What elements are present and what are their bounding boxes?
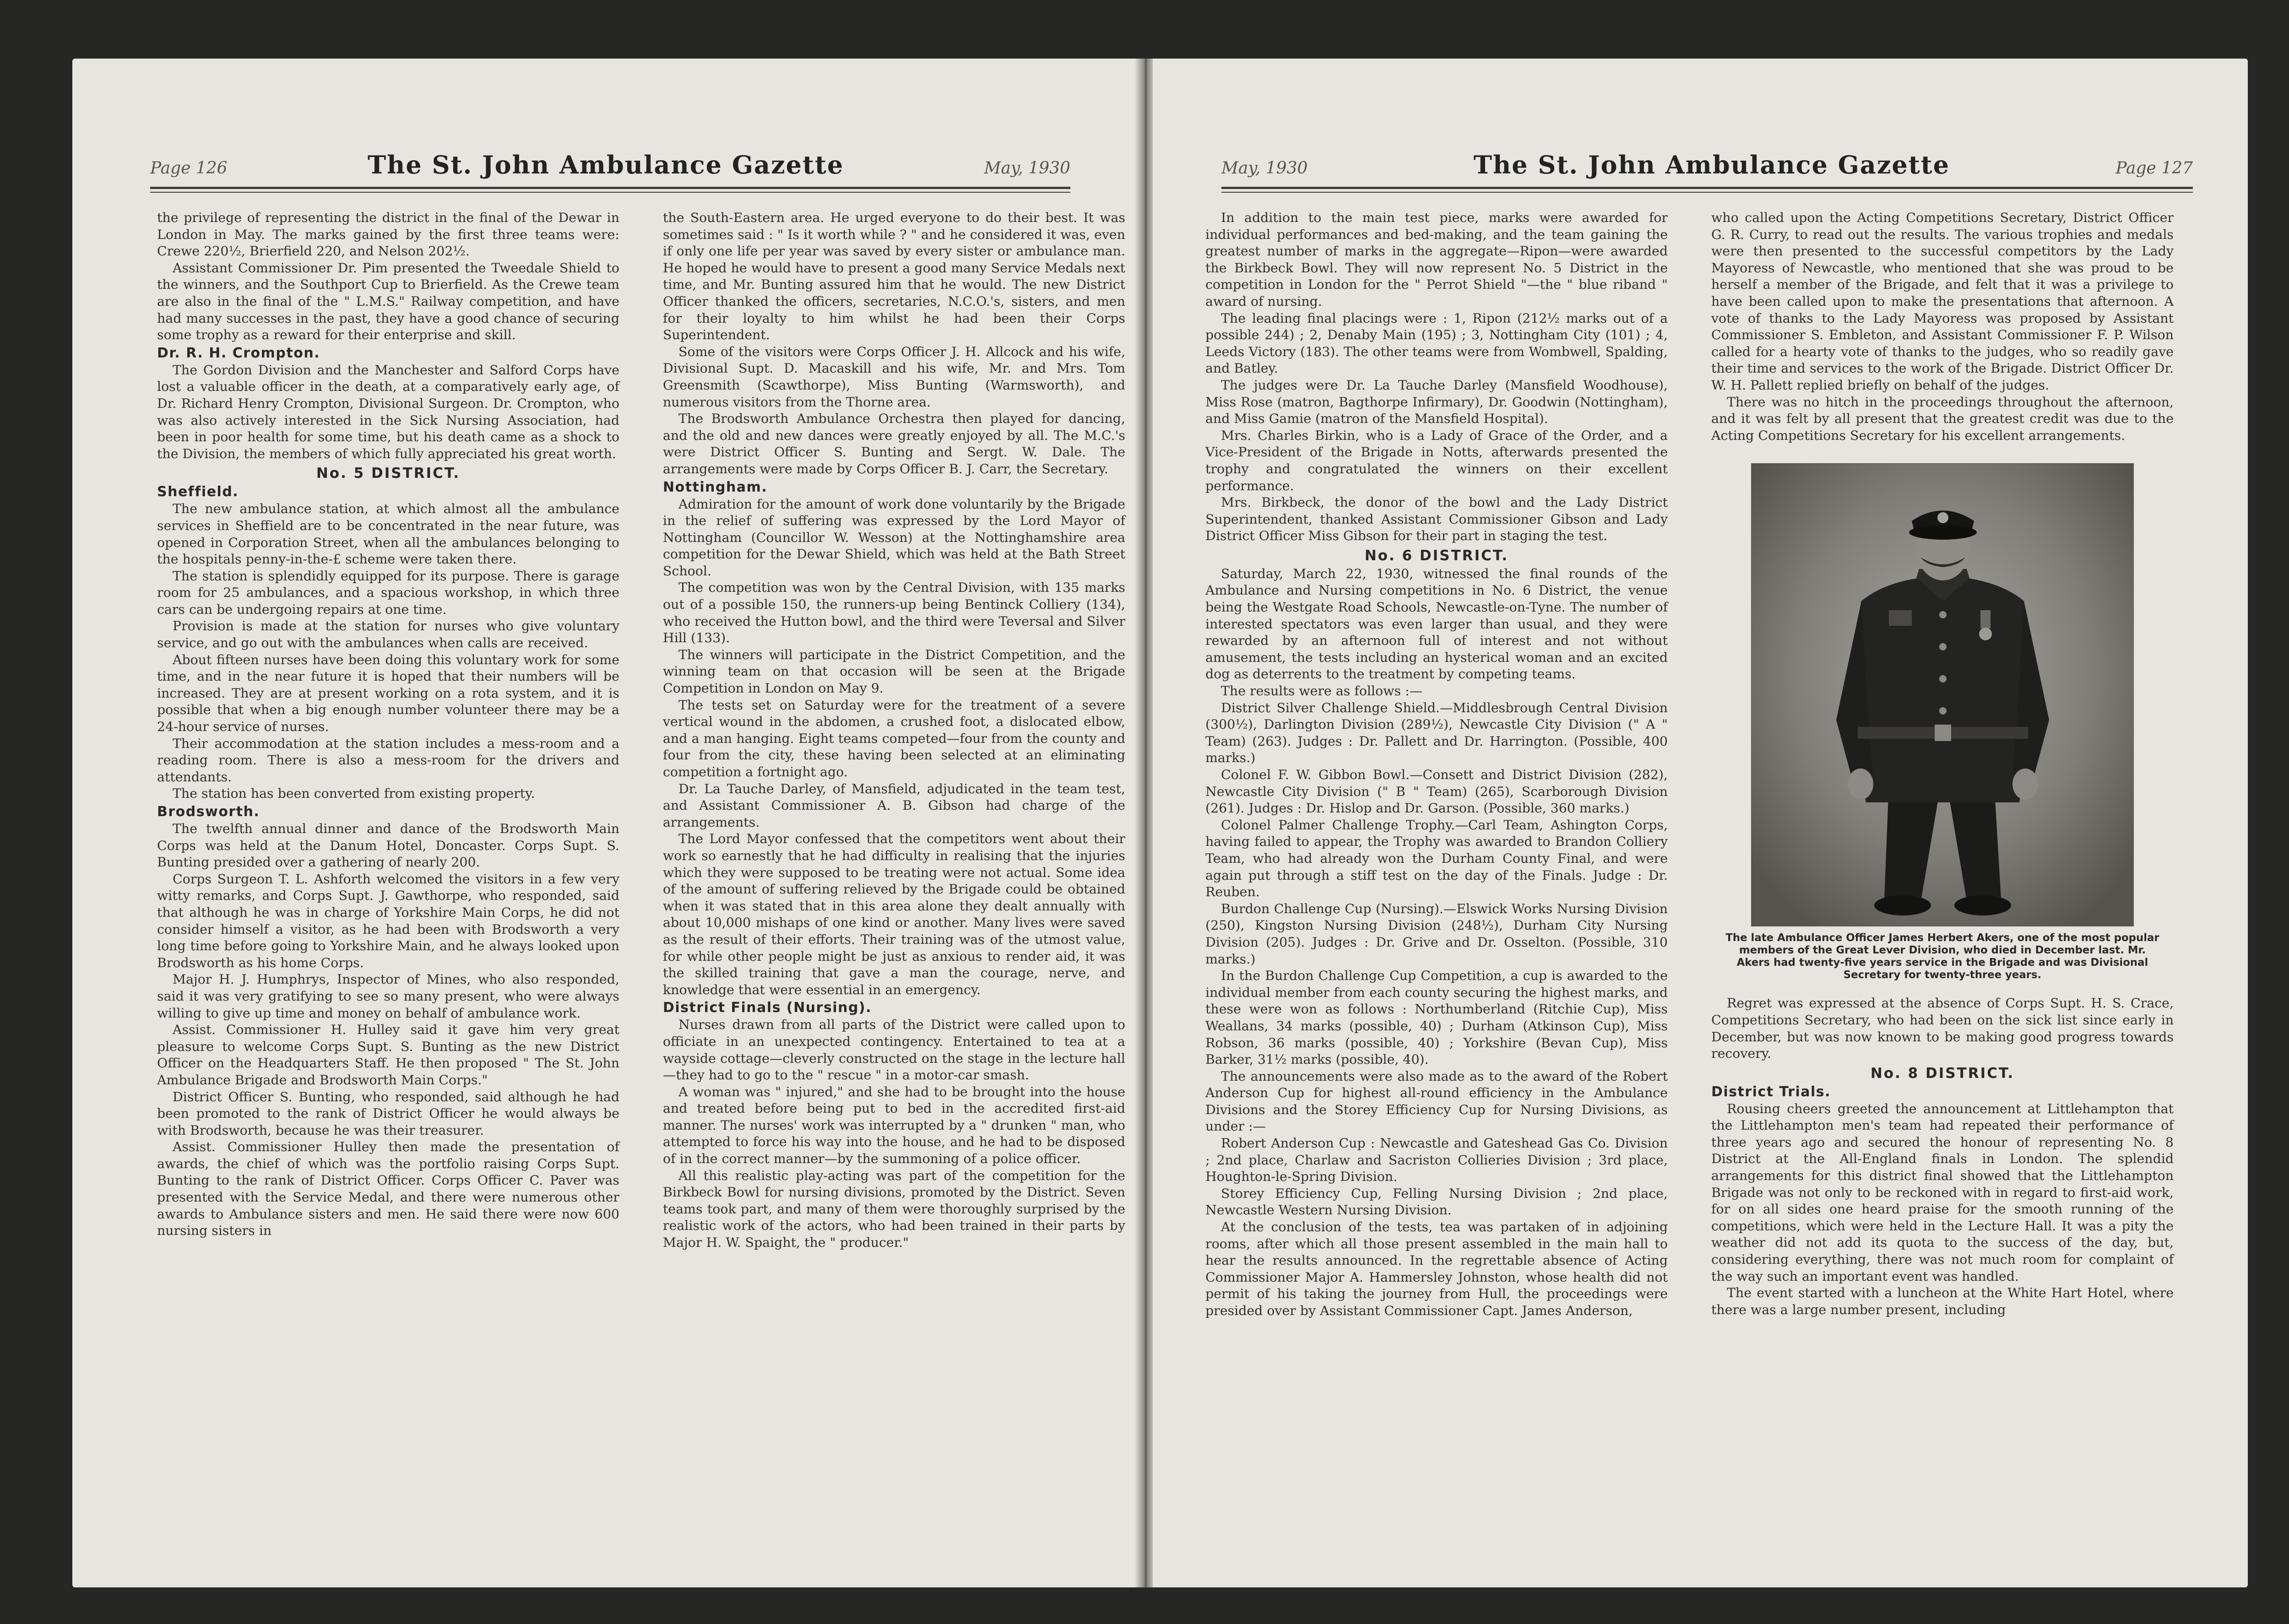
- paragraph: In the Burdon Challenge Cup Competition, a cup is awarded to the individual member from each county securing the highest marks, and these were won as follows : Northumberland (Ritchie Cup), Miss Weallans, 34 marks (possible, 40) ; Durham (Atkinson Cup), Miss Robson, 36 marks (possible, 40) ; Yorkshire (Bevan Cup), Miss Barker, 31½ marks (possible, 40).: [1205, 968, 1668, 1067]
- paragraph: Colonel Palmer Challenge Trophy.—Carl Team, Ashington Corps, having failed to appear, the Trophy was awarded to Brandon Colliery Team, who had already won the Durham County Final, and were again put through a stiff test on the day of the Finals. Judge : Dr. Reuben.: [1205, 817, 1668, 900]
- paragraph: Their accommodation at the station includes a mess-room and a reading room. There is also a mess-room for the drivers and attendants.: [157, 736, 619, 785]
- paragraph: The Lord Mayor confessed that the competitors went about their work so earnestly that he had difficulty in realising that the injuries which they were supposed to be treating were not actual. Some idea of the amount of suffering relieved by the Brigade could be obtained when it was stated that in this area alone they dealt annually with about 10,000 mishaps of one kind or another. Many lives were saved as the result of their efforts. Their training was of the utmost value, for while other people might be just as anxious to render aid, it was the skilled training that gave a man the courage, nerve, and knowledge that were essential in an emergency.: [663, 831, 1125, 997]
- paragraph: who called upon the Acting Competitions Secretary, District Officer G. R. Curry, to read out the results. The various trophies and medals were then presented to the successful competitors by the Lady Mayoress of Newcastle, who mentioned that she was proud to be herself a member of the Brigade, and felt that it was a privilege to have been called upon to make the presentations that afternoon. A vote of thanks to the Lady Mayoress was proposed by Assistant Commissioner S. Embleton, and Assistant Commissioner F. P. Wilson called for a hearty vote of thanks to the judges, who so readily gave their time and services to the work of the Brigade. District Officer Dr. W. H. Pallett replied briefly on behalf of the judges.: [1711, 210, 2174, 393]
- paragraph: The Gordon Division and the Manchester and Salford Corps have lost a valuable officer in the death, at a comparatively early age, of Dr. Richard Henry Crompton, Divisional Surgeon. Dr. Crompton, who was also actively interested in the Sick Nursing Association, had been in poor health for some time, but his death came as a shock to the Division, the members of which fully appreciated his great worth.: [157, 362, 619, 461]
- paragraph: Dr. La Tauche Darley, of Mansfield, adjudicated in the team test, and Assistant Commissioner A. B. Gibson had charge of the arrangements.: [663, 781, 1125, 830]
- paragraph: There was no hitch in the proceedings throughout the afternoon, and it was felt by all present that the greatest credit was due to the Acting Competitions Secretary for his excellent arrangements.: [1711, 394, 2174, 443]
- left-column-2: [663, 210, 1125, 1251]
- paragraph: The winners will participate in the District Competition, and the winning team on that occasion will be seen at the Brigade Competition in London on May 9.: [663, 647, 1125, 696]
- header-rule-thin: [1221, 192, 2193, 193]
- right-page-number: Page 127: [2115, 159, 2193, 178]
- paragraph: The announcements were also made as to the award of the Robert Anderson Cup for highest all-round efficiency in the Ambulance Divisions and the Storey Efficiency Cup for Nursing Divisions, as under :—: [1205, 1068, 1668, 1134]
- district-heading: No. 8 DISTRICT.: [1870, 1065, 2015, 1082]
- section-heading: Nottingham.: [663, 479, 768, 495]
- portrait-photo: [1751, 463, 2134, 926]
- right-column-1: [1205, 210, 1668, 1320]
- paragraph: The leading final placings were : 1, Ripon (212½ marks out of a possible 244) ; 2, Denaby Main (195) ; 3, Nottingham City (101) ; 4, Leeds Victory (183). The other teams were from Wombwell, Spalding, and Batley.: [1205, 310, 1668, 376]
- header-rule-thin: [150, 192, 1070, 193]
- paragraph: Rousing cheers greeted the announcement at Littlehampton that the Littlehampton men's team had repeated their performance of three years ago and secured the honour of representing No. 8 District at the All-England finals in London. The splendid arrangements for this district final showed that the Littlehampton Brigade was not only to be reckoned with in regard to first-aid work, for on all sides one heard praise for the smooth running of the competitions, which were held in the Lecture Hall. It was a pity the weather did not add its quota to the success of the day, but, considering everything, there was not much room for complaint of the way such an important event was handled.: [1711, 1101, 2174, 1284]
- section-heading: District Finals (Nursing).: [663, 1000, 872, 1016]
- paragraph: Mrs. Charles Birkin, who is a Lady of Grace of the Order, and a Vice-President of the Brigade in Notts, afterwards presented the trophy and congratulated the winners on their excellent performance.: [1205, 428, 1668, 493]
- district-heading: No. 5 DISTRICT.: [316, 465, 461, 482]
- left-page-number: Page 126: [150, 159, 228, 178]
- paragraph: At the conclusion of the tests, tea was partaken of in adjoining rooms, after which all those present assembled in the main hall to hear the results announced. In the regrettable absence of Acting Commissioner Major A. Hammersley Johnston, whose health did not permit of his taking the journey from Hull, the proceedings were presided over by Assistant Commissioner Capt. James Anderson,: [1205, 1219, 1668, 1318]
- paragraph: Provision is made at the station for nurses who give voluntary service, and go out with the ambulances when calls are received.: [157, 618, 619, 651]
- paragraph: Colonel F. W. Gibbon Bowl.—Consett and District Division (282), Newcastle City Division (" B " Team) (265), Scarborough Division (261). Judges : Dr. Hislop and Dr. Garson. (Possible, 360 marks.): [1205, 767, 1668, 816]
- paragraph: the privilege of representing the district in the final of the Dewar in London in May. The marks gained by the first three teams were: Crewe 220½, Brierfield 220, and Nelson 202½.: [157, 210, 619, 259]
- left-column-1: [157, 210, 619, 1240]
- paragraph: Some of the visitors were Corps Officer J. H. Allcock and his wife, Divisional Supt. D. Macaskill and his wife, Mr. and Mrs. Tom Greensmith (Scawthorpe), Miss Bunting (Warmsworth), and numerous visitors from the Thorne area.: [663, 344, 1125, 410]
- paragraph: The station has been converted from existing property.: [173, 786, 535, 801]
- district-heading: No. 6 DISTRICT.: [1364, 547, 1509, 564]
- paragraph: A woman was " injured," and she had to be brought into the house and treated before being put to bed in the accredited first-aid manner. The nurses' work was interrupted by a " drunken " man, who attempted to force his way into the house, and he had to be disposed of in the correct manner—by the summoning of a police officer.: [663, 1084, 1125, 1167]
- left-date: May, 1930: [984, 159, 1070, 178]
- paragraph: Major H. J. Humphrys, Inspector of Mines, who also responded, said it was very gratifying to see so many present, who were always willing to give up time and money on behalf of ambulance work.: [157, 972, 619, 1021]
- paragraph: the South-Eastern area. He urged everyone to do their best. It was sometimes said : " Is it worth while ? " and he considered it was, even if only one life per year was saved by every sister or ambulance man. He hoped he would have to present a good many Service Medals next time, and Mr. Bunting assured him that he would. The new District Officer thanked the officers, secretaries, N.C.O.'s, sisters, and men for their loyalty to him whilst he had been their Corps Superintendent.: [663, 210, 1125, 343]
- paragraph: The Brodsworth Ambulance Orchestra then played for dancing, and the old and new dances were greatly enjoyed by all. The M.C.'s were District Officer S. Bunting and Sergt. W. Dale. The arrangements were made by Corps Officer B. J. Carr, the Secretary.: [663, 411, 1125, 476]
- section-heading: Brodsworth.: [157, 804, 260, 820]
- header-rule-thick: [150, 187, 1070, 189]
- paragraph: About fifteen nurses have been doing this voluntary work for some time, and in the near future it is hoped that their numbers will be increased. They are at present working on a rota system, and it is possible that when a big enough number volunteer there may be a 24-hour service of nurses.: [157, 652, 619, 735]
- section-heading: Dr. R. H. Crompton.: [157, 345, 320, 361]
- paragraph: Nurses drawn from all parts of the District were called upon to officiate in an unexpected contingency. Entertained to tea at a wayside cottage—cleverly constructed on the stage in the lecture hall—they had to go to the " rescue " in a motor-car smash.: [663, 1017, 1125, 1083]
- paragraph: Corps Surgeon T. L. Ashforth welcomed the visitors in a few very witty remarks, and Corps Supt. J. Gawthorpe, who responded, said that although he was in charge of Yorkshire Main Corps, he did not consider himself a visitor, as he had been with Brodsworth a very long time before going to Yorkshire Main, and he always looked upon Brodsworth as his home Corps.: [157, 871, 619, 970]
- section-heading: District Trials.: [1711, 1083, 1831, 1100]
- right-date: May, 1930: [1221, 159, 1308, 178]
- paragraph: In addition to the main test piece, marks were awarded for individual performances and bed-making, and the team gaining the greatest number of marks in the aggregate—Ripon—were awarded the Birkbeck Bowl. They will now represent No. 5 District in the competition in London for the " Perrot Shield "—the " blue riband " award of nursing.: [1205, 210, 1668, 309]
- uniformed-officer-portrait: [1752, 464, 2133, 926]
- photo-caption: The late Ambulance Officer James Herbert Akers, one of the most popular members of the Great Lever Division, who died in December last. Mr. Akers had twenty-five years service in the Brigade and was Divisional Secretary for twenty-three years.: [1725, 932, 2159, 981]
- paragraph: The twelfth annual dinner and dance of the Brodsworth Main Corps was held at the Danum Hotel, Doncaster. Corps Supt. S. Bunting presided over a gathering of nearly 200.: [157, 821, 619, 870]
- left-page: [72, 59, 1139, 1587]
- right-page-header: [1221, 150, 2193, 182]
- paragraph: Robert Anderson Cup : Newcastle and Gateshead Gas Co. Division ; 2nd place, Charlaw and Sacriston Collieries Division ; 3rd place, Houghton-le-Spring Division.: [1205, 1136, 1668, 1185]
- paragraph: The tests set on Saturday were for the treatment of a severe vertical wound in the abdomen, a crushed foot, a dislocated elbow, and a man hanging. Eight teams competed—four from the county and four from the city, these having been selected at an eliminating competition a fortnight ago.: [663, 697, 1125, 780]
- paragraph: Assistant Commissioner Dr. Pim presented the Tweedale Shield to the winners, and the Southport Cup to Brierfield. As the Crewe team are also in the final of the " L.M.S." Railway competition, and have had many successes in the past, they have a good chance of securing some trophy as a reward for their enterprise and skill.: [157, 260, 619, 343]
- paragraph: The event started with a luncheon at the White Hart Hotel, where there was a large number present, including: [1711, 1285, 2174, 1317]
- paragraph: Assist. Commissioner Hulley then made the presentation of awards, the chief of which was the portfolio raising Corps Supt. Bunting to the rank of District Officer. Corps Officer C. Paver was presented with the Service Medal, and there were numerous other awards to Ambulance sisters and men. He said there were now 600 nursing sisters in: [157, 1139, 619, 1239]
- gazette-title-right: The St. John Ambulance Gazette: [1473, 150, 1950, 179]
- paragraph: All this realistic play-acting was part of the competition for the Birkbeck Bowl for nursing divisions, promoted by the District. Seven teams took part, and many of them were thoroughly surprised by the realistic work of the actors, who had been trained in their parts by Major H. W. Spaight, the " producer.": [663, 1168, 1125, 1250]
- right-column-2: [1711, 210, 2174, 1318]
- paragraph: The competition was won by the Central Division, with 135 marks out of a possible 150, the runners-up being Bentinck Colliery (134), who received the Hutton bowl, and the third were Teversal and Silver Hill (133).: [663, 580, 1125, 646]
- right-page: [1153, 59, 2248, 1587]
- paragraph: Saturday, March 22, 1930, witnessed the final rounds of the Ambulance and Nursing competitions in No. 6 District, the venue being the Westgate Road Schools, Newcastle-on-Tyne. The number of interested spectators was even larger than usual, and they were rewarded by an afternoon full of interest and not without amusement, the tests including an hysterical woman and an excited dog as deterrents to the treatment by competing teams.: [1205, 566, 1668, 682]
- paragraph: Storey Efficiency Cup, Felling Nursing Division ; 2nd place, Newcastle Western Nursing Division.: [1205, 1186, 1668, 1218]
- gazette-title-left: The St. John Ambulance Gazette: [367, 150, 844, 179]
- left-page-header: [150, 150, 1070, 182]
- header-rule-thick: [1221, 187, 2193, 189]
- paragraph: The judges were Dr. La Tauche Darley (Mansfield Woodhouse), Miss Rose (matron, Bagthorpe Infirmary), Dr. Goodwin (Nottingham), and Miss Gamie (matron of the Mansfield Hospital).: [1205, 377, 1668, 427]
- section-heading: Sheffield.: [157, 484, 239, 500]
- paragraph: Assist. Commissioner H. Hulley said it gave him very great pleasure to welcome Corps Supt. S. Bunting as the new District Officer on the Headquarters Staff. He then proposed " The St. John Ambulance Brigade and Brodsworth Main Corps.": [157, 1022, 619, 1088]
- paragraph: District Officer S. Bunting, who responded, said although he had been promoted to the rank of District Officer he would always be with Brodsworth, because he was their treasurer.: [157, 1089, 619, 1138]
- paragraph: Admiration for the amount of work done voluntarily by the Brigade in the relief of suffering was expressed by the Lord Mayor of Nottingham (Councillor W. Wesson) at the Nottinghamshire area competition for the Dewar Shield, which was held at the Bath Street School.: [663, 496, 1125, 579]
- paragraph: The new ambulance station, at which almost all the ambulance services in Sheffield are to be concentrated in the near future, was opened in Corporation Street, when all the ambulances belonging to the hospitals penny-in-the-£ scheme were taken there.: [157, 501, 619, 567]
- paragraph: The station is splendidly equipped for its purpose. There is garage room for 25 ambulances, and a spacious workshop, in which three cars can be undergoing repairs at one time.: [157, 568, 619, 617]
- paragraph: District Silver Challenge Shield.—Middlesbrough Central Division (300½), Darlington Division (289½), Newcastle City Division (" A " Team) (263). Judges : Dr. Pallett and Dr. Harrington. (Possible, 400 marks.): [1205, 700, 1668, 766]
- paragraph: Mrs. Birkbeck, the donor of the bowl and the Lady District Superintendent, thanked Assistant Commissioner Gibson and Lady District Officer Miss Gibson for their part in staging the test.: [1205, 495, 1668, 544]
- paragraph: The results were as follows :—: [1221, 683, 1423, 699]
- paragraph: Regret was expressed at the absence of Corps Supt. H. S. Crace, Competitions Secretary, who had been on the sick list since early in December, but was now known to be making good progress towards recovery.: [1711, 996, 2174, 1061]
- paragraph: Burdon Challenge Cup (Nursing).—Elswick Works Nursing Division (250), Kingston Nursing Division (248½), Durham City Nursing Division (205). Judges : Dr. Grive and Dr. Osselton. (Possible, 310 marks.): [1205, 901, 1668, 967]
